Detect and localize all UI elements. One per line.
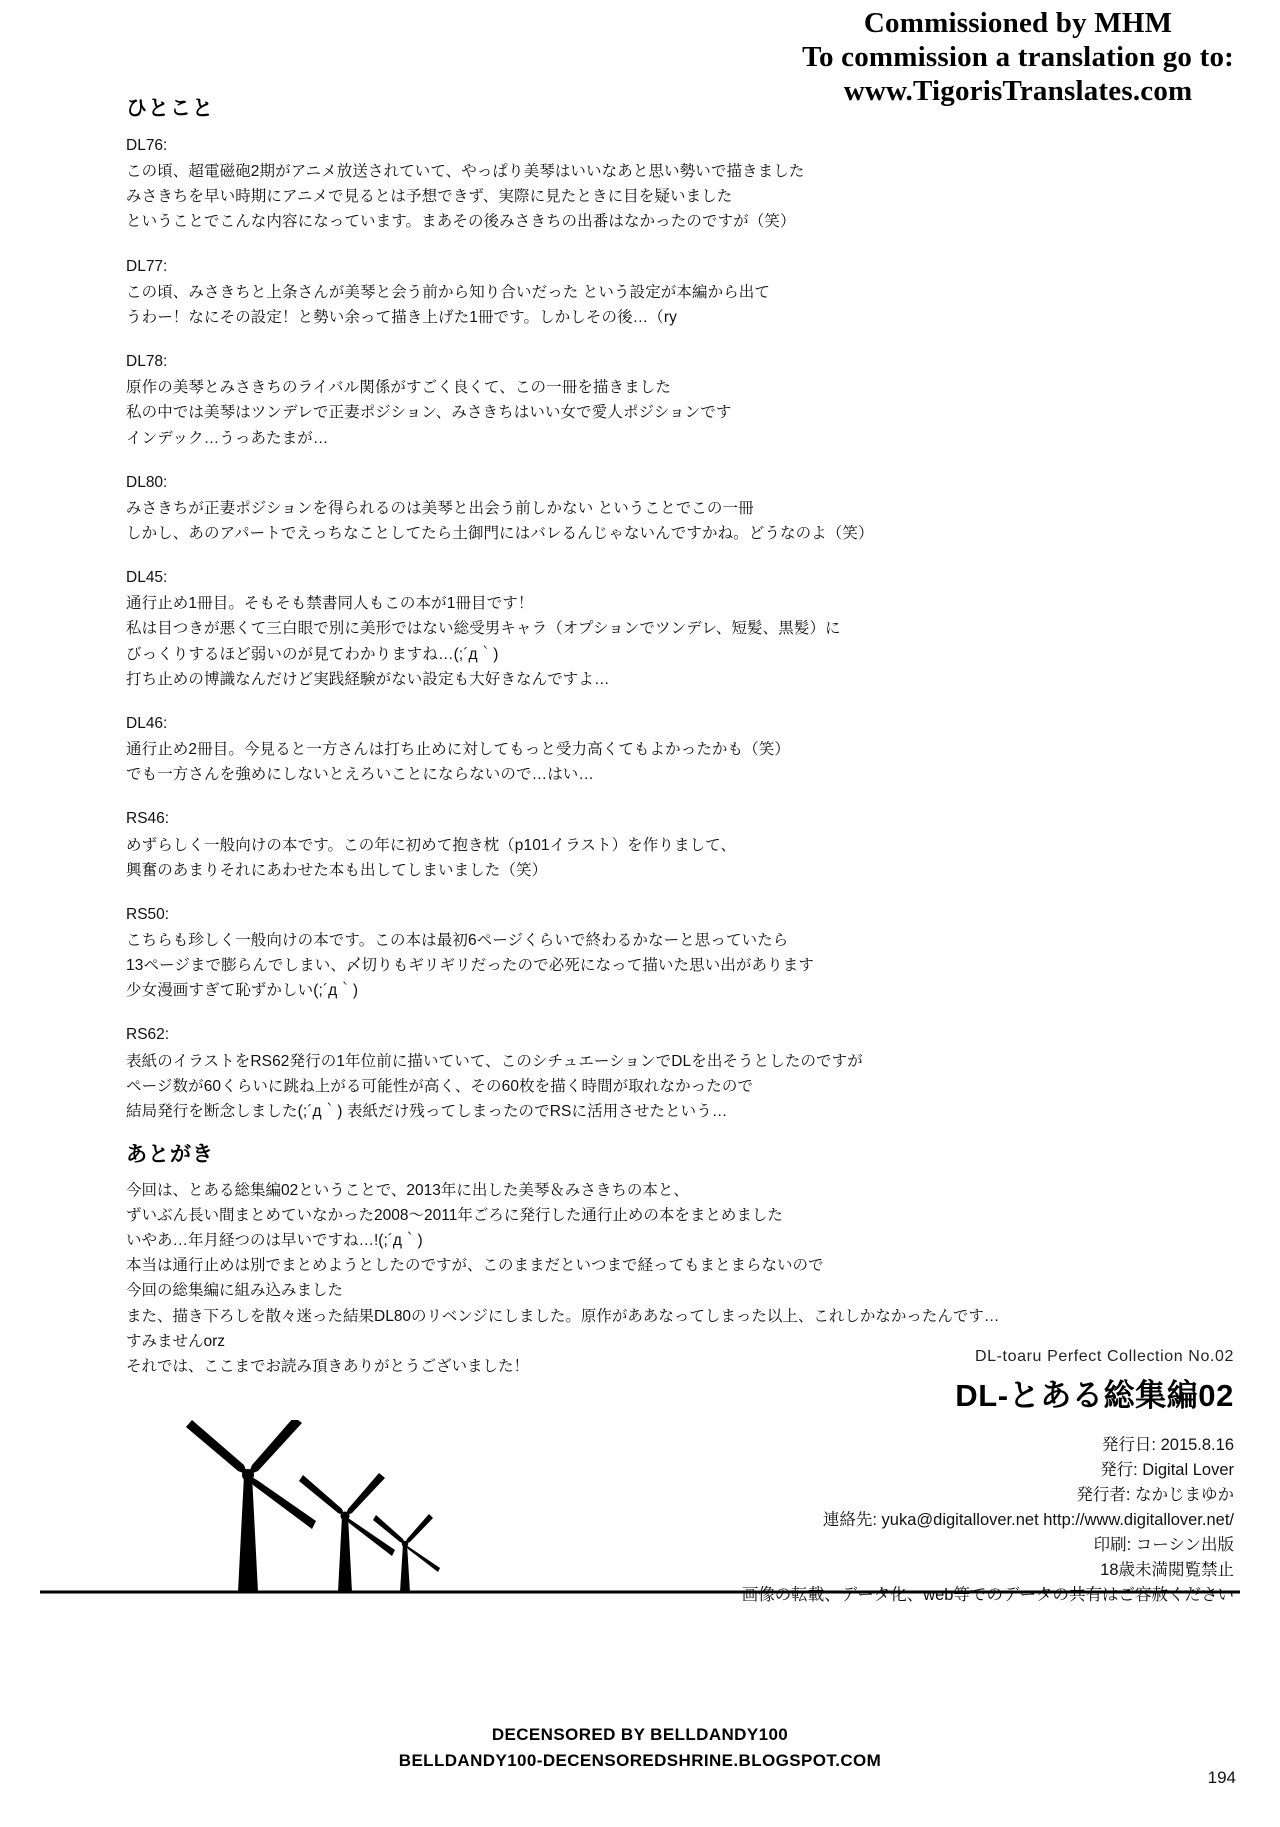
decensor-credit-line-1: DECENSORED BY BELLDANDY100: [491, 1725, 789, 1744]
entry-label: DL80:: [126, 473, 168, 491]
commission-line-3: www.TigorisTranslates.com: [843, 75, 1193, 108]
entry-line: びっくりするほど弱いのが見てわかりますね…(;´д｀): [126, 645, 499, 663]
entry-line: こちらも珍しく一般向けの本です。この本は最初6ページくらいで終わるかなーと思っていたら: [126, 931, 789, 949]
entry-line: うわー！なにその設定！と勢い余って描き上げた1冊です。しかしその後…（ry: [126, 308, 677, 326]
hitokoto-entry: [126, 566, 1126, 692]
entry-line: ページ数が60くらいに跳ね上がる可能性が高く、その60枚を描く時間が取れなかったので: [126, 1077, 754, 1095]
hitokoto-entry: [126, 255, 1126, 330]
entry-body: [126, 375, 1126, 450]
entry-label: RS62:: [126, 1026, 170, 1044]
entry-line: ということでこんな内容になっています。まあその後みさきちの出番はなかったのですが（笑）: [126, 213, 796, 231]
entry-label: DL46:: [126, 714, 168, 732]
hitokoto-entry: [126, 712, 1126, 787]
decensor-credit-line-2: BELLDANDY100-DECENSOREDSHRINE.BLOGSPOT.COM: [398, 1750, 882, 1770]
colophon-contact: 連絡先: yuka@digitallover.net http://www.digitallover.net/: [822, 1511, 1234, 1530]
page-number: 194: [1207, 1768, 1236, 1787]
afterword-line: 今回は、とある総集編02ということで、2013年に出した美琴＆みさきちの本と、: [126, 1182, 689, 1199]
colophon-publish-date: 発行日: 2015.8.16: [1101, 1436, 1234, 1454]
windmill-large: [186, 1420, 316, 1592]
colophon-series: DL-toaru Perfect Collection No.02: [974, 1348, 1234, 1365]
hitokoto-entry: [126, 903, 1126, 1004]
entry-body: [126, 928, 1126, 1003]
hitokoto-entry: [126, 471, 1126, 546]
hitokoto-entry: [126, 807, 1126, 882]
entry-line: 私は目つきが悪くて三白眼で別に美形ではない総受男キャラ（オプションでツンデレ、短髪、黒髪）に: [126, 620, 841, 638]
commission-line-2: To commission a translation go to:: [802, 41, 1234, 74]
entry-line: 表紙のイラストをRS62発行の1年位前に描いていて、このシチュエーションでDLを出そうとしたのですが: [126, 1052, 863, 1070]
entry-line: でも一方さんを強めにしないとえろいことにならないので…はい…: [126, 766, 595, 784]
entry-body: [126, 496, 1126, 546]
afterword-line: 今回の総集編に組み込みました: [126, 1282, 344, 1300]
colophon-publisher: 発行: Digital Lover: [1100, 1461, 1234, 1480]
entry-line: インデック…うっあたまが…: [126, 429, 329, 447]
entry-line: 興奮のあまりそれにあわせた本も出してしまいました（笑）: [126, 861, 548, 879]
entry-line: 13ページまで膨らんでしまい、〆切りもギリギリだったので必死になって描いた思い出があります: [126, 957, 814, 975]
hitokoto-entry: [126, 134, 1126, 235]
entry-line: みさきちが正妻ポジションを得られるのは美琴と出会う前しかない ということでこの一冊: [126, 499, 754, 517]
hitokoto-entry: [126, 1023, 1126, 1124]
windmill-medium: [299, 1473, 395, 1592]
commission-line-1: Commissioned by MHM: [863, 7, 1173, 39]
entry-line: この頃、みさきちと上条さんが美琴と会う前から知り合いだった という設定が本編から出て: [126, 283, 771, 301]
entry-line: 通行止め2冊目。今見ると一方さんは打ち止めに対してもっと受力高くてもよかったかも（笑）: [126, 741, 790, 759]
entry-label: DL77:: [126, 257, 168, 275]
entry-body: [126, 833, 1126, 883]
entry-line: この頃、超電磁砲2期がアニメ放送されていて、やっぱり美琴はいいなあと思い勢いで描きました: [126, 163, 805, 181]
colophon-title: DL-とある総集編02: [955, 1378, 1234, 1413]
section-title-hitokoto: ひとこと: [126, 97, 214, 120]
afterword-line: また、描き下ろしを散々迷った結果DL80のリベンジにしました。原作がああなってしまった以上、これしかなかったんです…: [126, 1307, 1000, 1325]
decensor-credit: [0, 1722, 1280, 1773]
afterword-line: ずいぶん長い間まとめていなかった2008〜2011年ごろに発行した通行止めの本をまとめました: [126, 1207, 783, 1225]
hitokoto-entry-list: [126, 134, 1126, 1144]
entry-body: [126, 737, 1126, 787]
entry-line: 原作の美琴とみさきちのライバル関係がすごく良くて、この一冊を描きました: [126, 379, 671, 397]
entry-body: [126, 280, 1126, 330]
entry-line: みさきちを早い時期にアニメで見るとは予想できず、実際に見たときに目を疑いました: [126, 188, 733, 206]
entry-line: 打ち止めの博識なんだけど実践経験がない設定も大好きなんですよ…: [126, 670, 610, 688]
commission-banner: [802, 6, 1234, 109]
entry-label: DL76:: [126, 137, 168, 154]
section-title-atogaki: あとがき: [126, 1143, 214, 1166]
entry-line: 結局発行を断念しました(;´д｀) 表紙だけ残ってしまったのでRSに活用させたという…: [126, 1102, 728, 1120]
afterword-line: いやあ…年月経つのは早いですね…!(;´д｀): [126, 1232, 423, 1250]
entry-line: 私の中では美琴はツンデレで正妻ポジション、みさきちはいい女で愛人ポジションです: [126, 404, 732, 422]
entry-body: [126, 591, 1126, 691]
colophon-printer: 印刷: コーシン出版: [1093, 1536, 1234, 1555]
entry-label: DL45:: [126, 569, 168, 587]
colophon: [414, 1348, 1234, 1609]
entry-body: [126, 159, 1126, 234]
afterword-line: すみませんorz: [126, 1332, 226, 1350]
entry-line: 少女漫画すぎて恥ずかしい(;´д｀): [126, 982, 359, 1000]
colophon-rights-notice: 画像の転載、データ化、web等でのデータの共有はご容赦ください: [741, 1586, 1234, 1605]
hitokoto-entry: [126, 350, 1126, 451]
entry-line: 通行止め1冊目。そもそも禁書同人もこの本が1冊目です！: [126, 595, 534, 613]
entry-line: めずらしく一般向けの本です。この年に初めて抱き枕（p101イラスト）を作りまして、: [126, 836, 737, 854]
afterword-line: 本当は通行止めは別でまとめようとしたのですが、このままだといつまで経ってもまとまらないので: [126, 1257, 824, 1275]
colophon-age-notice: 18歳未満閲覧禁止: [1100, 1561, 1234, 1580]
entry-label: RS46:: [126, 810, 170, 828]
entry-label: DL78:: [126, 353, 168, 371]
entry-line: しかし、あのアパートでえっちなことしてたら土御門にはバレるんじゃないんですかね。どうなのよ（笑）: [126, 524, 874, 542]
entry-label: RS50:: [126, 905, 170, 923]
colophon-author: 発行者: なかじまゆか: [1076, 1486, 1234, 1505]
entry-body: [126, 1049, 1126, 1124]
afterword-line: それでは、ここまでお読み頂きありがとうございました！: [126, 1357, 530, 1375]
